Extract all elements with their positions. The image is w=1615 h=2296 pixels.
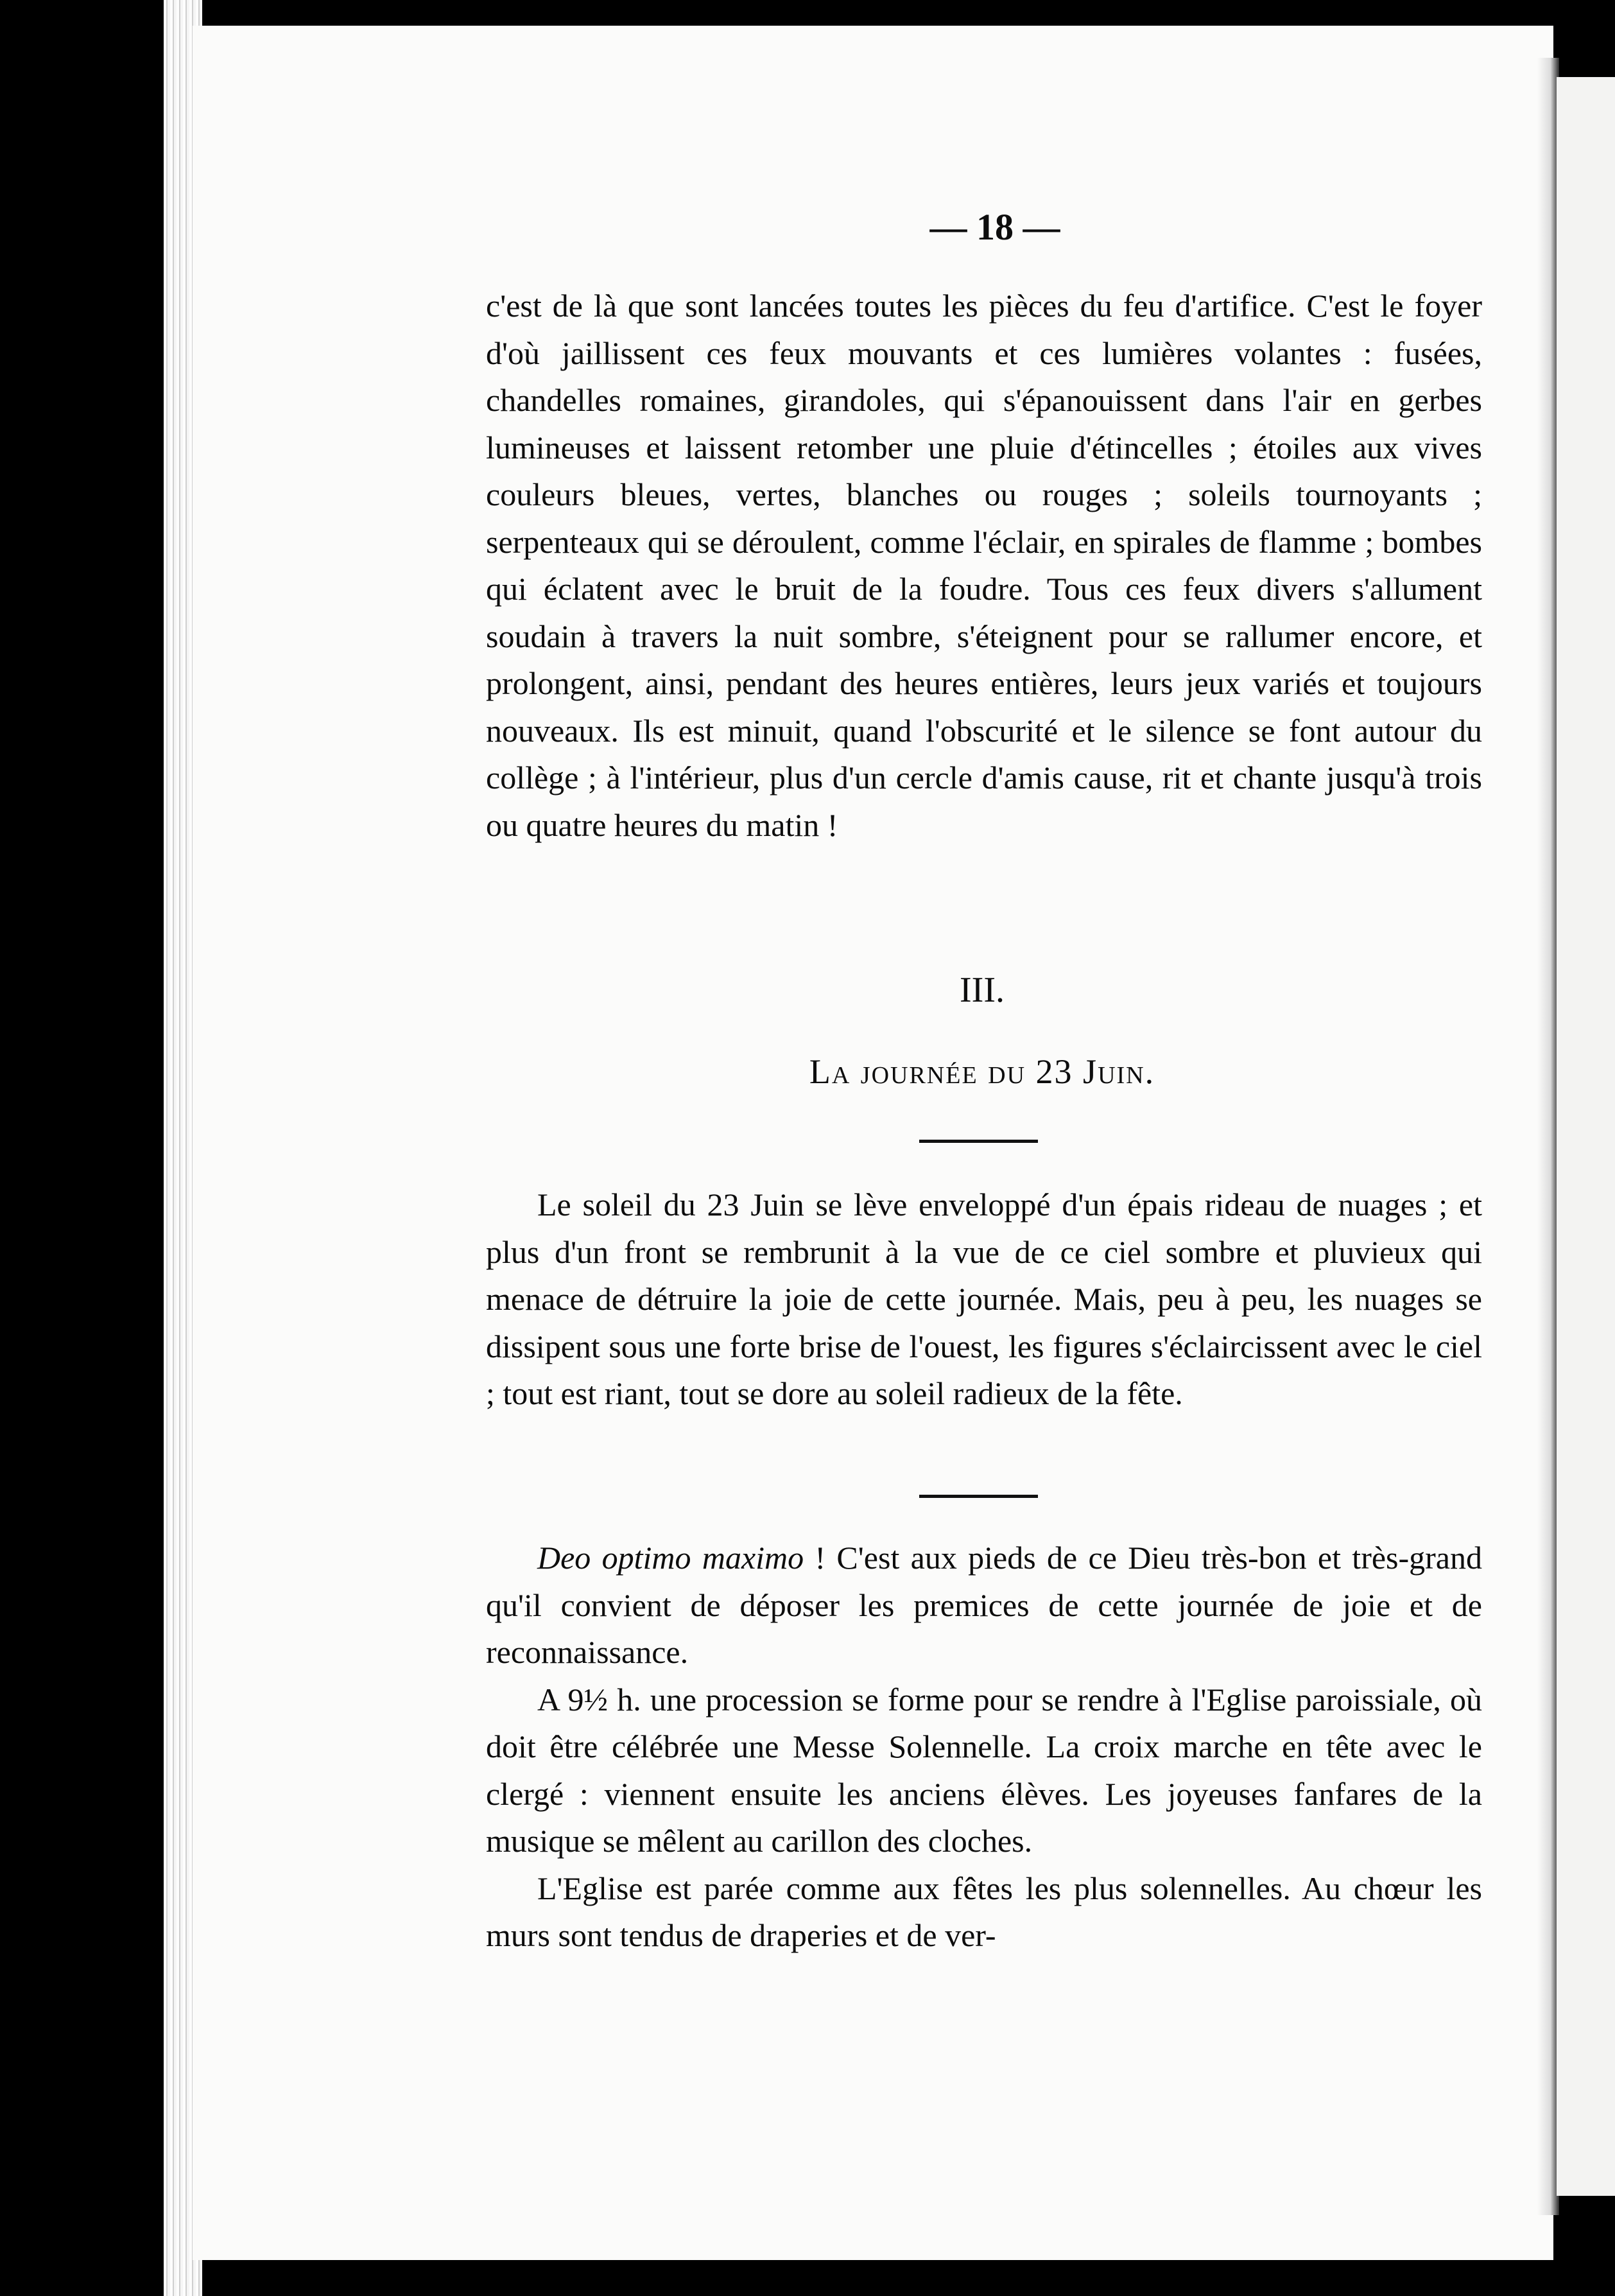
paragraph-deo — [486, 1535, 1482, 1676]
text-before-section — [486, 283, 1482, 849]
text-after-rule — [486, 1535, 1482, 1960]
section-title: La journée du 23 Juin. — [809, 1052, 1155, 1091]
deo-text: ! C'est aux pieds de ce Dieu très-bon et très-grand qu'il convient de déposer les premices de cette journée de joie et de reconnaissance. — [486, 1540, 1482, 1670]
paragraph-morning: Le soleil du 23 Juin se lève enveloppé d'un épais rideau de nuages ; et plus d'un front se rembrunit à la vue de ce ciel sombre et pluvieux qui menace de détruire la joie de cette journée. Mais, peu à peu, les nuages se dissipent sous une forte brise de l'ouest, les figures s'éclaircissent avec le ciel ; tout est riant, tout se dore au soleil radieux de la fête. — [486, 1187, 1482, 1411]
facing-page-edge — [1557, 77, 1615, 2196]
latin-dedication: Deo optimo maximo — [537, 1540, 804, 1576]
paragraph-fireworks: c'est de là que sont lancées toutes les pièces du feu d'artifice. C'est le foyer d'où jaillissent ces feux mouvants et ces lumières volantes : fusées, chandelles romaines, girandoles, qui s'épanouissent dans l'air en gerbes lumineuses et laissent retomber une pluie d'étincelles ; étoiles aux vives couleurs bleues, vertes, blanches ou rouges ; soleils tournoyants ; serpenteaux qui se déroulent, comme l'éclair, en spirales de flamme ; bombes qui éclatent avec le bruit de la foudre. Tous ces feux divers s'allument soudain à travers la nuit sombre, s'éteignent pour se rallumer encore, et prolongent, ainsi, pendant des heures entières, leurs jeux variés et toujours nouveaux. Ils est minuit, quand l'obscurité et le silence se font autour du collège ; à l'intérieur, plus d'un cercle d'amis cause, rit et chante jusqu'à trois ou quatre heures du matin ! — [486, 288, 1482, 843]
title-rule — [919, 1140, 1038, 1143]
text-morning — [486, 1181, 1482, 1418]
paragraph-church: L'Eglise est parée comme aux fêtes les plus solennelles. Au chœur les murs sont tendus de draperies et de ver- — [486, 1870, 1482, 1953]
section-number: III. — [960, 970, 1005, 1010]
paragraph-procession: A 9½ h. une procession se forme pour se rendre à l'Eglise paroissiale, où doit être célébrée une Messe Solennelle. La croix marche en tête avec le clergé : viennent ensuite les anciens élèves. Les joyeuses fanfares de la musique se mêlent au carillon des cloches. — [486, 1681, 1482, 1859]
book-spine — [1537, 58, 1559, 2215]
page-number: — 18 — — [929, 206, 1060, 248]
section-rule — [919, 1495, 1038, 1498]
